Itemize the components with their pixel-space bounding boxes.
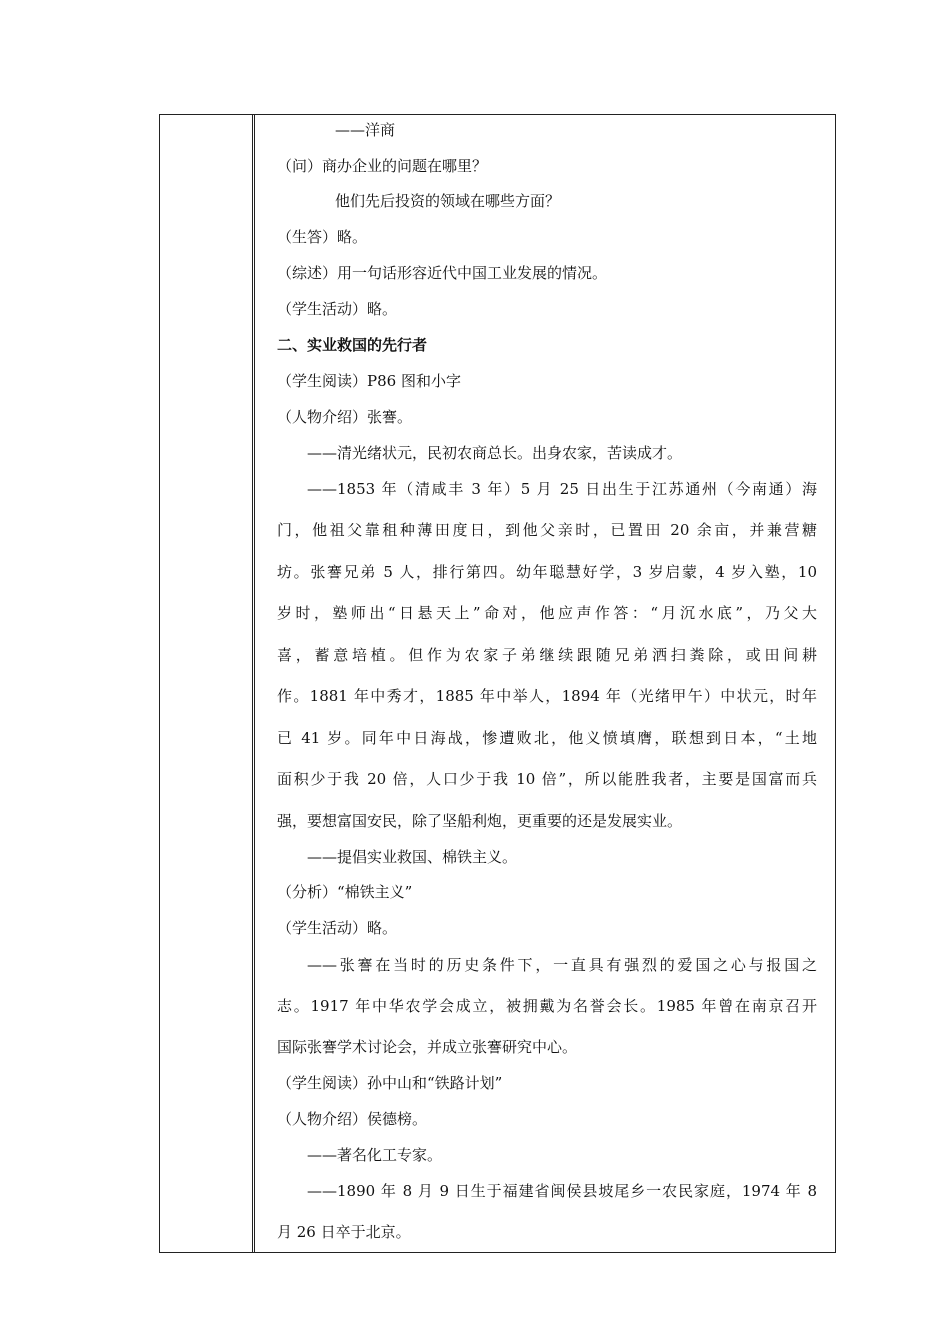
text-line: ——1890 年 8 月 9 日生于福建省闽侯县坡尾乡一农民家庭，1974 年 8: [307, 1182, 817, 1200]
text-line: 面积少于我 20 倍，人口少于我 10 倍”，所以能胜我者，主要是国富而兵: [277, 770, 817, 788]
text-line: （学生阅读）P86 图和小字: [277, 372, 461, 390]
text-line: 强，要想富国安民，除了坚船利炮，更重要的还是发展实业。: [277, 812, 683, 830]
text-line: （学生活动）略。: [277, 300, 398, 318]
text-line: （人物介绍）侯德榜。: [277, 1110, 428, 1128]
text-line: （学生阅读）孙中山和“铁路计划”: [277, 1074, 503, 1092]
lesson-table: [159, 114, 836, 1253]
text-line: 月 26 日卒于北京。: [277, 1223, 411, 1241]
text-line: ——1853 年（清咸丰 3 年）5 月 25 日出生于江苏通州（今南通）海: [307, 480, 817, 498]
section-heading: 二、实业救国的先行者: [277, 336, 428, 354]
text-line: ——著名化工专家。: [307, 1146, 443, 1164]
text-line: 他们先后投资的领域在哪些方面？: [335, 192, 561, 210]
text-line: 志。1917 年中华农学会成立，被拥戴为名誉会长。1985 年曾在南京召开: [277, 997, 817, 1015]
text-line: （学生活动）略。: [277, 919, 398, 937]
column-divider-right: [254, 115, 255, 1252]
text-line: （问）商办企业的问题在哪里？: [277, 157, 488, 175]
text-line: 岁时，塾师出“日悬天上”命对，他应声作答：“月沉水底”，乃父大: [277, 604, 817, 622]
text-line: ——清光绪状元，民初农商总长。出身农家，苦读成才。: [307, 444, 683, 462]
text-line: （生答）略。: [277, 228, 368, 246]
text-line: ——张謇在当时的历史条件下，一直具有强烈的爱国之心与报国之: [307, 956, 817, 974]
text-line: （人物介绍）张謇。: [277, 408, 413, 426]
text-line: 已 41 岁。同年中日海战，惨遭败北，他义愤填膺，联想到日本，“土地: [277, 729, 817, 747]
column-divider-left: [252, 115, 253, 1252]
text-line: ——洋商: [335, 121, 396, 139]
text-line: 国际张謇学术讨论会，并成立张謇研究中心。: [277, 1038, 578, 1056]
text-line: （分析）“棉铁主义”: [277, 883, 413, 901]
text-line: 坊。张謇兄弟 5 人，排行第四。幼年聪慧好学，3 岁启蒙，4 岁入塾，10: [277, 563, 817, 581]
text-line: ——提倡实业救国、棉铁主义。: [307, 848, 518, 866]
text-line: 作。1881 年中秀才，1885 年中举人，1894 年（光绪甲午）中状元，时年: [277, 687, 817, 705]
text-line: 门，他祖父靠租种薄田度日，到他父亲时，已置田 20 余亩，并兼营糖: [277, 521, 817, 539]
text-line: （综述）用一句话形容近代中国工业发展的情况。: [277, 264, 608, 282]
text-line: 喜，蓄意培植。但作为农家子弟继续跟随兄弟洒扫粪除，或田间耕: [277, 646, 817, 664]
